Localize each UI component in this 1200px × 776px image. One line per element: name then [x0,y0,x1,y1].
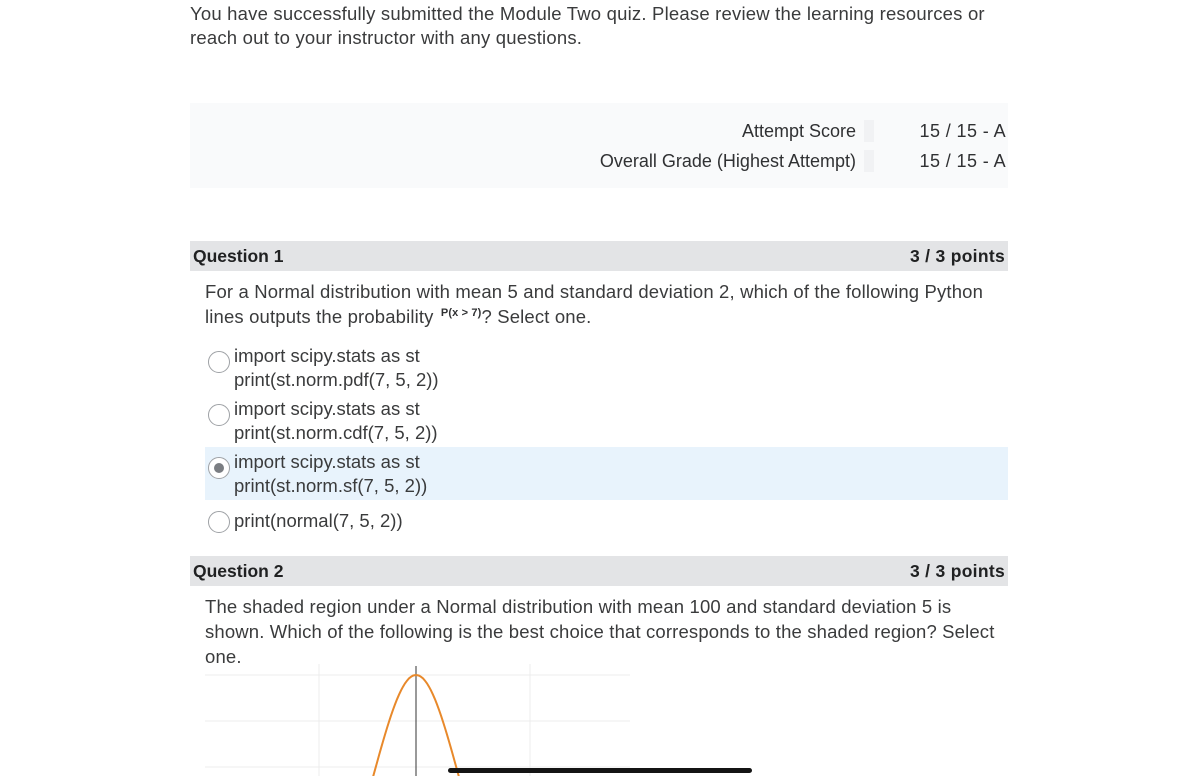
radio-dot [214,463,224,473]
score-summary-panel [190,103,1008,188]
normal-curve [305,675,525,776]
normal-distribution-graph [205,664,630,776]
option-line: print(st.norm.cdf(7, 5, 2)) [234,422,438,443]
option-line: import scipy.stats as st [234,398,420,419]
question-1-title: Question 1 [193,245,284,266]
option-line: import scipy.stats as st [234,345,420,366]
question-1-instruction: ? Select one. [481,306,592,327]
option-line: print(st.norm.pdf(7, 5, 2)) [234,369,439,390]
radio-button[interactable] [208,511,230,533]
question-2-title: Question 2 [193,560,284,581]
question-2-header [190,556,1008,586]
divider [864,120,874,142]
option-label [234,344,439,392]
question-1-points: 3 / 3 points [909,245,1005,266]
option-line: import scipy.stats as st [234,451,420,472]
question-1-header [190,241,1008,271]
option-line: print(normal(7, 5, 2)) [234,510,403,531]
probability-expression: P(x > 7) [440,307,482,319]
option-label [234,507,403,533]
question-1-prompt: For a Normal distribution with mean 5 and standard deviation 2, which of the following Python lines outputs the probability [205,281,984,327]
question-2-points: 3 / 3 points [909,560,1005,581]
option-label [234,450,427,498]
option-line: print(st.norm.sf(7, 5, 2)) [234,475,428,496]
overall-grade-label: Overall Grade (Highest Attempt) [599,150,856,171]
question-1-option-3-selected[interactable] [205,447,1008,500]
radio-button[interactable] [208,404,230,426]
radio-button[interactable] [208,351,230,373]
option-label [234,397,438,445]
question-1-option-2[interactable] [205,397,1008,447]
submission-message: You have successfully submitted the Module Two quiz. Please review the learning resources or reach out to your instructor with any questions. [190,3,985,48]
question-1-option-1[interactable] [205,344,1008,394]
attempt-score-row [742,120,1008,142]
horizontal-scrollbar[interactable] [448,768,752,773]
question-2-text: The shaded region under a Normal distribution with mean 100 and standard deviation 5 is shown. Which of the following is the best choice that corresponds to the shaded region? Select one. [205,596,995,667]
graph-gridlines [205,664,630,776]
question-1-option-4[interactable] [205,507,1008,537]
attempt-score-label: Attempt Score [741,120,856,141]
radio-button-selected[interactable] [208,457,230,479]
question-1-text [205,279,1010,333]
divider [864,150,874,172]
attempt-score-value: 15 / 15 - A [919,120,1006,141]
overall-grade-row [600,150,1008,172]
overall-grade-value: 15 / 15 - A [919,150,1006,171]
